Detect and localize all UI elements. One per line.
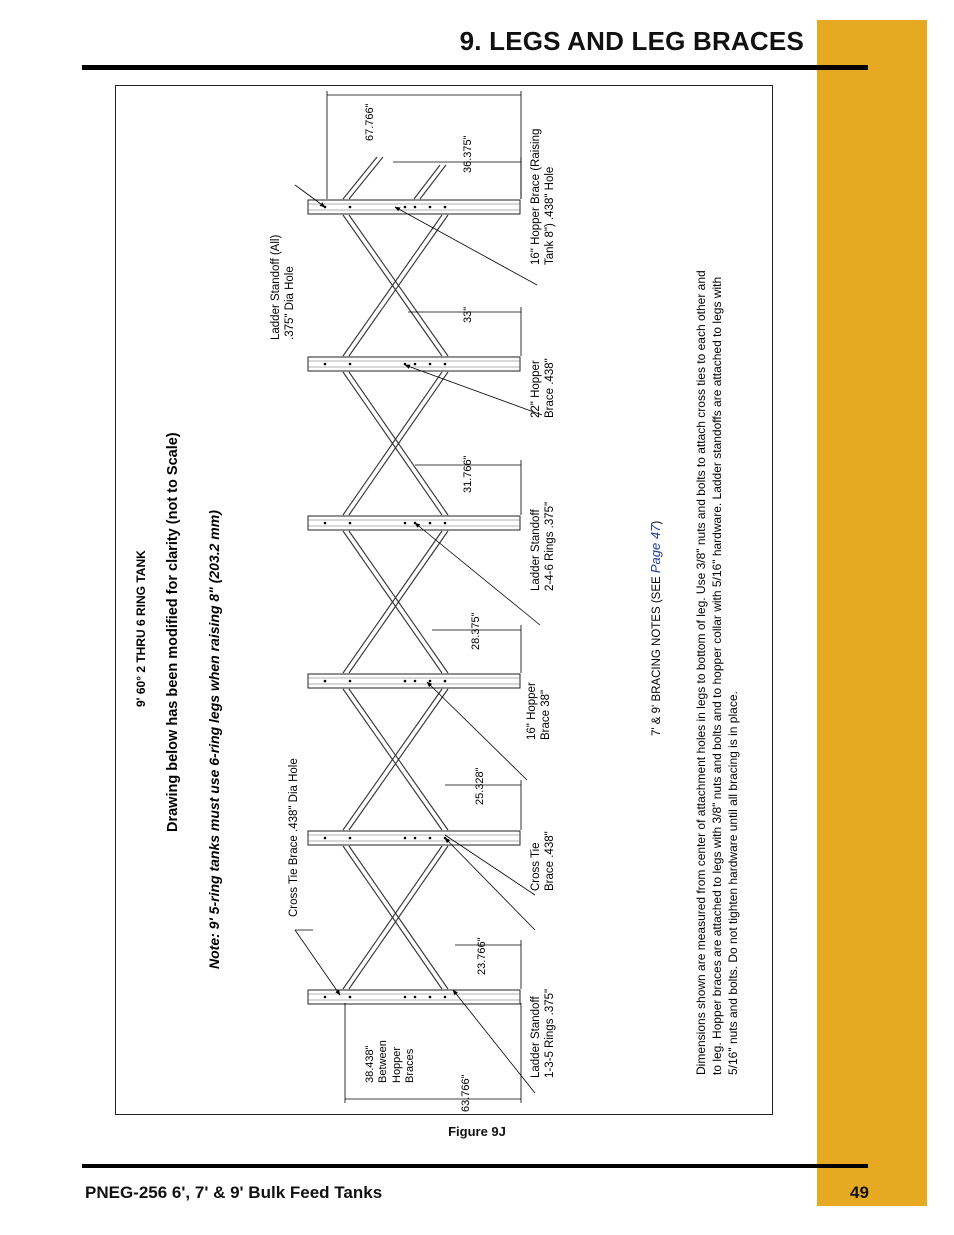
- dim-33: 33": [462, 306, 474, 323]
- bracing-notes-line-1: Dimensions shown are measured from center of attachment holes in legs to bottom of leg. Use 3/8" nuts and bolts to attach cross ties to each other and: [694, 270, 708, 1075]
- page-number: 49: [850, 1183, 869, 1202]
- between-label-1: 38.438": [364, 1045, 376, 1083]
- figure-title: 9' 60° 2 THRU 6 RING TANK: [134, 550, 148, 707]
- between-label-3: Hopper: [391, 1046, 403, 1083]
- bracing-notes-prefix: 7' & 9' BRACING NOTES (SEE: [651, 573, 663, 736]
- callout-ladder-standoff-1b: 1-3-5 Rings .375": [544, 988, 556, 1078]
- bracing-notes-suffix: ): [651, 520, 663, 525]
- callout-ladder-standoff-2b: 2-4-6 Rings .375": [544, 501, 556, 591]
- figure-subtitle: Drawing below has been modified for clarity (not to Scale): [165, 432, 181, 832]
- dim-31766: 31.766": [462, 455, 474, 493]
- callout-hopper-22b: Brace .438": [544, 358, 556, 418]
- header-rule: [82, 65, 868, 70]
- page-title: 9. LEGS AND LEG BRACES: [459, 26, 804, 56]
- figure-note: Note: 9' 5-ring tanks must use 6-ring legs when raising 8" (203.2 mm): [206, 510, 222, 969]
- footer-doc-title: PNEG-256 6', 7' & 9' Bulk Feed Tanks: [85, 1183, 383, 1202]
- callout-ladder-all-b: .375" Dia Hole: [284, 266, 296, 340]
- bracing-notes-heading: [648, 521, 663, 736]
- callout-hopper-16b: Brace 38": [540, 689, 552, 740]
- callout-ladder-standoff-2: Ladder Standoff: [530, 509, 542, 591]
- callout-ladder-standoff-1: Ladder Standoff: [530, 996, 542, 1078]
- dim-63766: 63.766": [460, 1074, 472, 1112]
- between-label-2: Between: [377, 1040, 389, 1083]
- callout-ladder-all: Ladder Standoff (All): [270, 234, 282, 340]
- page-47-link[interactable]: Page 47: [648, 524, 663, 574]
- callout-cross-tie-brace: Cross Tie Brace .438" Dia Hole: [288, 758, 300, 917]
- callout-cross-tie-b: Brace .438": [544, 831, 556, 891]
- dim-67766: 67.766": [364, 103, 376, 141]
- callout-hopper-16-raising: 16" Hopper Brace (Raising: [530, 128, 542, 265]
- callout-hopper-16: 16" Hopper: [526, 682, 538, 740]
- dim-36375: 36.375": [462, 135, 474, 173]
- dim-25328: 25.328": [474, 767, 486, 805]
- callout-hopper-16-raising-b: Tank 8") .438" Hole: [544, 166, 556, 265]
- dim-23766: 23.766": [476, 937, 488, 975]
- bracing-notes-line-3: 5/16" nuts and bolts. Do not tighten hardware until all bracing is in place.: [726, 691, 740, 1075]
- callout-cross-tie: Cross Tie: [530, 842, 542, 891]
- between-label-4: Braces: [404, 1048, 416, 1083]
- figure-caption: Figure 9J: [448, 1124, 506, 1139]
- callout-hopper-22: 22" Hopper: [530, 360, 542, 418]
- dim-28375: 28.375": [470, 612, 482, 650]
- leg-bracing-drawing: [115, 85, 771, 1113]
- bracing-notes-line-2: to leg. Hopper braces are attached to legs with 3/8" nuts and bolts and to hopper collar with 5/16" hardware. Ladder standoffs are attached to legs with: [710, 276, 724, 1075]
- sidebar-accent-bar: [817, 20, 927, 1206]
- footer-rule: [82, 1164, 868, 1168]
